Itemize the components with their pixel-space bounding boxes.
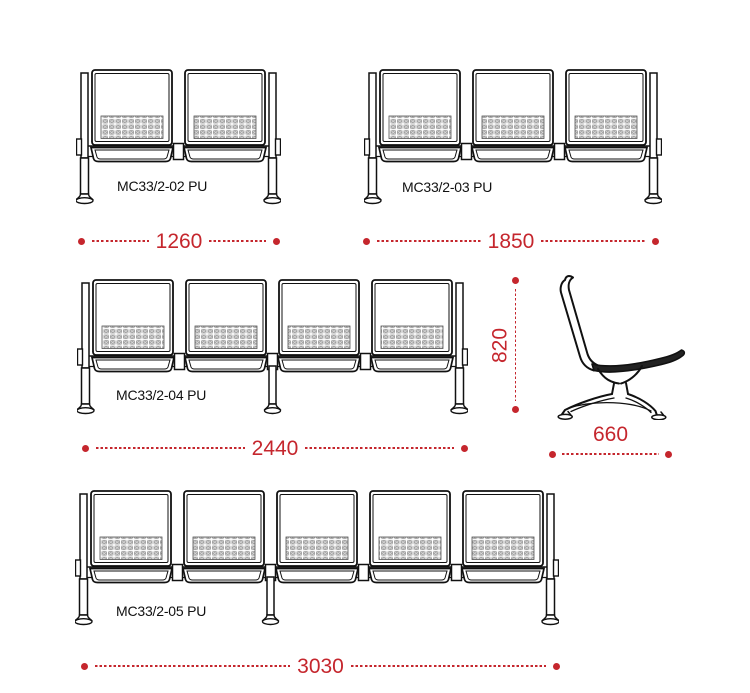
seat-mesh-band [379, 537, 441, 560]
side-pedestal [612, 383, 628, 394]
dimension-endpoint-dot [81, 663, 88, 670]
bench-foot-disc [77, 408, 94, 414]
seat-mesh-band [102, 326, 164, 349]
seat-mesh-band [288, 326, 350, 349]
dimension-endpoint-dot [363, 238, 370, 245]
beam-connector [361, 354, 371, 370]
width-dimension-1850 [363, 231, 659, 251]
width-dimension-1260 [78, 231, 280, 251]
dimension-endpoint-dot [512, 277, 519, 284]
dimension-value: 1850 [487, 229, 535, 253]
dimension-endpoint-dot [652, 238, 659, 245]
dimension-endpoint-dot [82, 445, 89, 452]
beam-connector [462, 144, 472, 160]
chair-side-view [548, 270, 690, 425]
bench-foot-disc [542, 619, 559, 625]
side-seat [592, 350, 684, 372]
seat-mesh-band [575, 116, 637, 139]
bench-foot-disc [265, 408, 281, 414]
dimension-value: 2440 [251, 436, 299, 460]
beam-connector [555, 144, 565, 160]
bench-5-seat-model-label: MC33/2-05 PU [116, 603, 207, 619]
dimension-dashed-line [351, 665, 546, 667]
end-bracket-left [76, 560, 81, 576]
dimension-endpoint-dot [461, 445, 468, 452]
dimension-value: 660 [592, 423, 629, 446]
seat-mesh-band [286, 537, 348, 560]
dimension-endpoint-dot [273, 238, 280, 245]
bench-leg [650, 158, 658, 194]
end-bracket-right [657, 139, 662, 155]
end-bracket-right [463, 349, 468, 365]
side-backrest [561, 276, 600, 370]
dimension-dashed-line [95, 665, 290, 667]
bench-2-seat-model-label: MC33/2-02 PU [117, 178, 208, 194]
beam-connector [175, 354, 185, 370]
bench-leg [80, 579, 88, 615]
bench-leg [267, 577, 274, 615]
height-dimension-value: 820 [488, 327, 512, 364]
dimension-value: 3030 [297, 654, 344, 678]
dimension-dashed-line [96, 447, 245, 449]
bench-foot-disc [263, 619, 279, 625]
end-bracket-left [77, 139, 82, 155]
bench-leg [81, 158, 89, 194]
side-foot-right-disc [652, 415, 666, 420]
seat-mesh-band [100, 537, 162, 560]
seat-mesh-band [101, 116, 163, 139]
bench-4-seat-model-label: MC33/2-04 PU [116, 387, 207, 403]
seat-mesh-band [195, 326, 257, 349]
dimension-dashed-line [562, 453, 659, 455]
bench-foot-disc [75, 619, 92, 625]
width-dimension-2440 [82, 438, 468, 458]
bench-3-seat-model-label: MC33/2-03 PU [402, 179, 493, 195]
dimension-dashed-line-vertical [515, 289, 517, 401]
end-bracket-right [276, 139, 281, 155]
end-bracket-left [78, 349, 83, 365]
beam-connector [359, 565, 369, 581]
bench-leg [82, 368, 90, 404]
dimension-dashed-line [305, 447, 454, 449]
seat-mesh-band [482, 116, 544, 139]
bench-foot-disc [364, 198, 381, 204]
seat-mesh-band [472, 537, 534, 560]
dimension-endpoint-dot [665, 451, 672, 458]
depth-dimension-660 [549, 424, 672, 459]
side-base [562, 394, 658, 416]
width-dimension-3030 [81, 656, 560, 676]
dimension-endpoint-dot [549, 451, 556, 458]
bench-leg [269, 158, 277, 194]
beam-connector [452, 565, 462, 581]
dimension-endpoint-dot [512, 406, 519, 413]
seat-mesh-band [193, 537, 255, 560]
dimension-value: 1260 [155, 229, 203, 253]
bench-foot-disc [264, 198, 281, 204]
seat-mesh-band [389, 116, 451, 139]
bench-leg [269, 366, 276, 404]
dimension-endpoint-dot [78, 238, 85, 245]
side-foot-left-disc [558, 414, 572, 419]
bench-foot-disc [76, 198, 93, 204]
beam-connector [173, 565, 183, 581]
bench-leg [456, 368, 464, 404]
bench-leg [547, 579, 555, 615]
bench-foot-disc [645, 198, 662, 204]
beam-connector [174, 144, 184, 160]
bench-leg [369, 158, 377, 194]
seat-mesh-band [381, 326, 443, 349]
dimension-dashed-line [377, 240, 481, 242]
seat-mesh-band [194, 116, 256, 139]
dimension-endpoint-dot [553, 663, 560, 670]
end-bracket-left [365, 139, 370, 155]
dimension-dashed-line [209, 240, 266, 242]
dimension-dashed-line [92, 240, 149, 242]
end-bracket-right [554, 560, 559, 576]
bench-foot-disc [451, 408, 468, 414]
dimension-dashed-line [541, 240, 645, 242]
